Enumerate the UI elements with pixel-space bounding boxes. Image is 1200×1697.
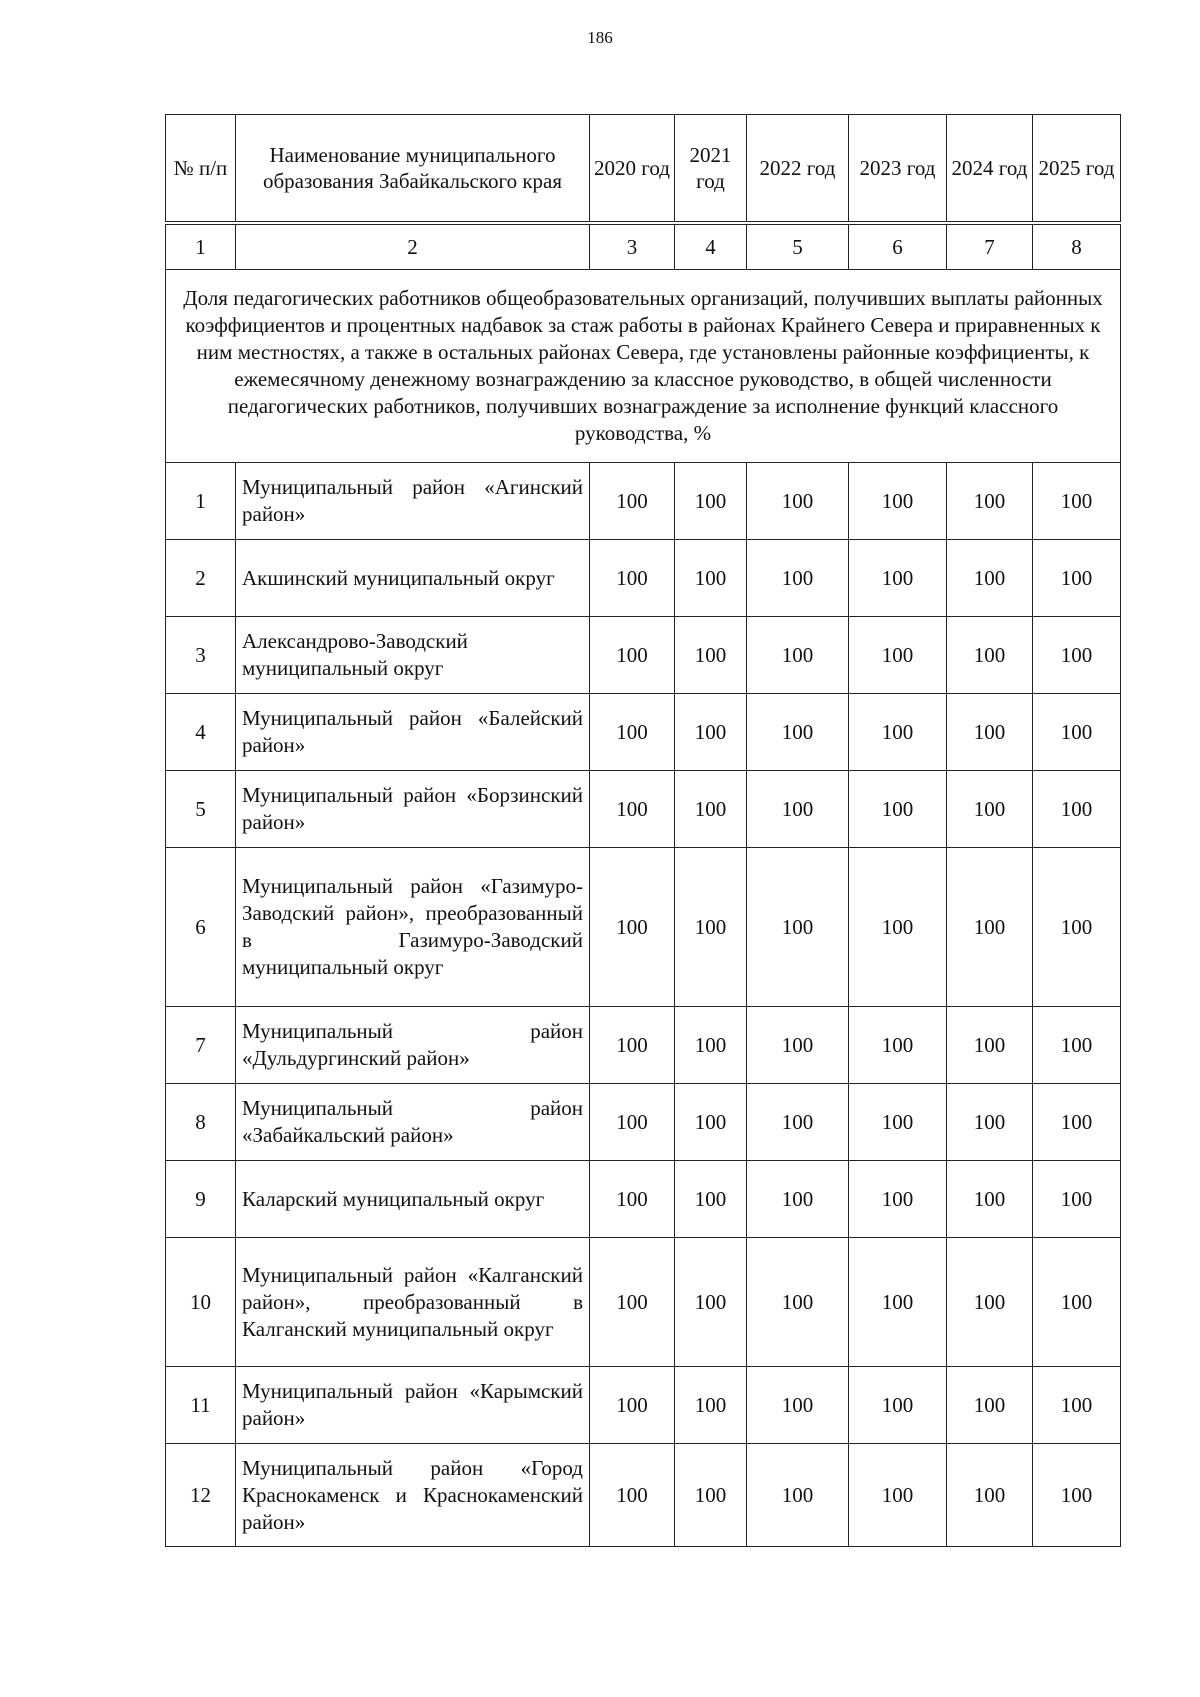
value-cell: 100	[590, 617, 675, 694]
value-cell: 100	[675, 1238, 747, 1367]
value-cell: 100	[747, 848, 849, 1007]
value-cell: 100	[849, 1161, 947, 1238]
municipality-name: Муниципальный район «Газимуро-Заводский район», преобразованный в Газимуро-Заводский муниципальный округ	[236, 848, 590, 1007]
value-cell: 100	[590, 463, 675, 540]
value-cell: 100	[590, 1161, 675, 1238]
table-row	[166, 694, 1121, 771]
value-cell: 100	[1033, 694, 1121, 771]
value-cell: 100	[947, 1444, 1033, 1547]
value-cell: 100	[947, 1007, 1033, 1084]
row-number: 9	[166, 1161, 236, 1238]
value-cell: 100	[947, 848, 1033, 1007]
table-row	[166, 1367, 1121, 1444]
municipality-name: Муниципальный район «Дульдургинский район»	[236, 1007, 590, 1084]
value-cell: 100	[849, 617, 947, 694]
column-number: 7	[947, 225, 1033, 270]
value-cell: 100	[1033, 1161, 1121, 1238]
page-number: 186	[587, 28, 613, 47]
header-col-2023: 2023 год	[849, 115, 947, 222]
value-cell: 100	[675, 1007, 747, 1084]
header-col-2025: 2025 год	[1033, 115, 1121, 222]
value-cell: 100	[675, 1161, 747, 1238]
column-number: 5	[747, 225, 849, 270]
value-cell: 100	[947, 1238, 1033, 1367]
table-row	[166, 1444, 1121, 1547]
value-cell: 100	[849, 540, 947, 617]
header-col-2020: 2020 год	[590, 115, 675, 222]
column-number-row	[166, 225, 1121, 270]
value-cell: 100	[1033, 1238, 1121, 1367]
value-cell: 100	[590, 848, 675, 1007]
value-cell: 100	[947, 1084, 1033, 1161]
value-cell: 100	[747, 617, 849, 694]
value-cell: 100	[1033, 463, 1121, 540]
header-col-2022: 2022 год	[747, 115, 849, 222]
column-number: 8	[1033, 225, 1121, 270]
municipality-name: Муниципальный район «Город Краснокаменск и Краснокаменский район»	[236, 1444, 590, 1547]
row-number: 10	[166, 1238, 236, 1367]
column-number: 3	[590, 225, 675, 270]
value-cell: 100	[590, 1007, 675, 1084]
value-cell: 100	[590, 1367, 675, 1444]
table-row	[166, 540, 1121, 617]
municipality-name: Муниципальный район «Забайкальский район»	[236, 1084, 590, 1161]
value-cell: 100	[590, 1444, 675, 1547]
value-cell: 100	[675, 848, 747, 1007]
value-cell: 100	[849, 771, 947, 848]
table-row	[166, 1007, 1121, 1084]
value-cell: 100	[747, 1007, 849, 1084]
header-col-2024: 2024 год	[947, 115, 1033, 222]
value-cell: 100	[947, 1161, 1033, 1238]
section-title: Доля педагогических работников общеобразовательных организаций, получивших выплаты районных коэффициентов и процентных надбавок за стаж работы в районах Крайнего Севера и приравненных к ним местностях, а также в остальных районах Севера, где установлены районные коэффициенты, к ежемесячному денежному вознаграждению за классное руководство, в общей численности педагогических работников, получивших вознаграждение за исполнение функций классного руководства, %	[166, 270, 1121, 463]
value-cell: 100	[1033, 1444, 1121, 1547]
value-cell: 100	[747, 694, 849, 771]
municipality-name: Муниципальный район «Агинский район»	[236, 463, 590, 540]
value-cell: 100	[747, 540, 849, 617]
table-row	[166, 1238, 1121, 1367]
value-cell: 100	[849, 694, 947, 771]
value-cell: 100	[675, 1367, 747, 1444]
column-number: 4	[675, 225, 747, 270]
data-table	[165, 224, 1121, 1547]
value-cell: 100	[947, 617, 1033, 694]
row-number: 4	[166, 694, 236, 771]
value-cell: 100	[947, 540, 1033, 617]
table-row	[166, 848, 1121, 1007]
value-cell: 100	[747, 1238, 849, 1367]
header-col-name: Наименование муниципального образования Забайкальского края	[236, 115, 590, 222]
value-cell: 100	[675, 617, 747, 694]
value-cell: 100	[947, 694, 1033, 771]
municipality-name: Муниципальный район «Карымский район»	[236, 1367, 590, 1444]
value-cell: 100	[947, 463, 1033, 540]
row-number: 2	[166, 540, 236, 617]
header-col-2021: 2021 год	[675, 115, 747, 222]
table-row	[166, 771, 1121, 848]
municipality-name: Муниципальный район «Балейский район»	[236, 694, 590, 771]
value-cell: 100	[849, 1238, 947, 1367]
value-cell: 100	[849, 1444, 947, 1547]
value-cell: 100	[747, 1444, 849, 1547]
value-cell: 100	[675, 694, 747, 771]
row-number: 12	[166, 1444, 236, 1547]
municipality-name: Каларский муниципальный округ	[236, 1161, 590, 1238]
value-cell: 100	[590, 1238, 675, 1367]
value-cell: 100	[947, 771, 1033, 848]
table-row	[166, 617, 1121, 694]
value-cell: 100	[675, 1084, 747, 1161]
municipality-name: Александрово-Заводский муниципальный округ	[236, 617, 590, 694]
value-cell: 100	[590, 771, 675, 848]
value-cell: 100	[675, 463, 747, 540]
municipality-name: Муниципальный район «Калганский район», преобразованный в Калганский муниципальный округ	[236, 1238, 590, 1367]
table-row	[166, 1084, 1121, 1161]
row-number: 6	[166, 848, 236, 1007]
value-cell: 100	[590, 540, 675, 617]
value-cell: 100	[747, 1161, 849, 1238]
value-cell: 100	[849, 848, 947, 1007]
value-cell: 100	[849, 463, 947, 540]
row-number: 7	[166, 1007, 236, 1084]
value-cell: 100	[590, 694, 675, 771]
table-row	[166, 463, 1121, 540]
row-number: 5	[166, 771, 236, 848]
table-row	[166, 1161, 1121, 1238]
row-number: 8	[166, 1084, 236, 1161]
value-cell: 100	[1033, 1007, 1121, 1084]
table-header	[165, 114, 1121, 222]
value-cell: 100	[1033, 617, 1121, 694]
row-number: 11	[166, 1367, 236, 1444]
value-cell: 100	[675, 771, 747, 848]
value-cell: 100	[1033, 1367, 1121, 1444]
value-cell: 100	[1033, 771, 1121, 848]
row-number: 3	[166, 617, 236, 694]
value-cell: 100	[947, 1367, 1033, 1444]
value-cell: 100	[849, 1084, 947, 1161]
value-cell: 100	[747, 463, 849, 540]
column-number: 6	[849, 225, 947, 270]
value-cell: 100	[675, 1444, 747, 1547]
row-number: 1	[166, 463, 236, 540]
value-cell: 100	[675, 540, 747, 617]
value-cell: 100	[590, 1084, 675, 1161]
value-cell: 100	[747, 771, 849, 848]
municipality-name: Муниципальный район «Борзинский район»	[236, 771, 590, 848]
column-number: 2	[236, 225, 590, 270]
value-cell: 100	[1033, 848, 1121, 1007]
value-cell: 100	[1033, 540, 1121, 617]
value-cell: 100	[747, 1367, 849, 1444]
value-cell: 100	[849, 1367, 947, 1444]
value-cell: 100	[849, 1007, 947, 1084]
column-number: 1	[166, 225, 236, 270]
value-cell: 100	[1033, 1084, 1121, 1161]
municipality-name: Акшинский муниципальный округ	[236, 540, 590, 617]
section-title-row	[166, 270, 1121, 463]
header-col-number: № п/п	[166, 115, 236, 222]
value-cell: 100	[747, 1084, 849, 1161]
